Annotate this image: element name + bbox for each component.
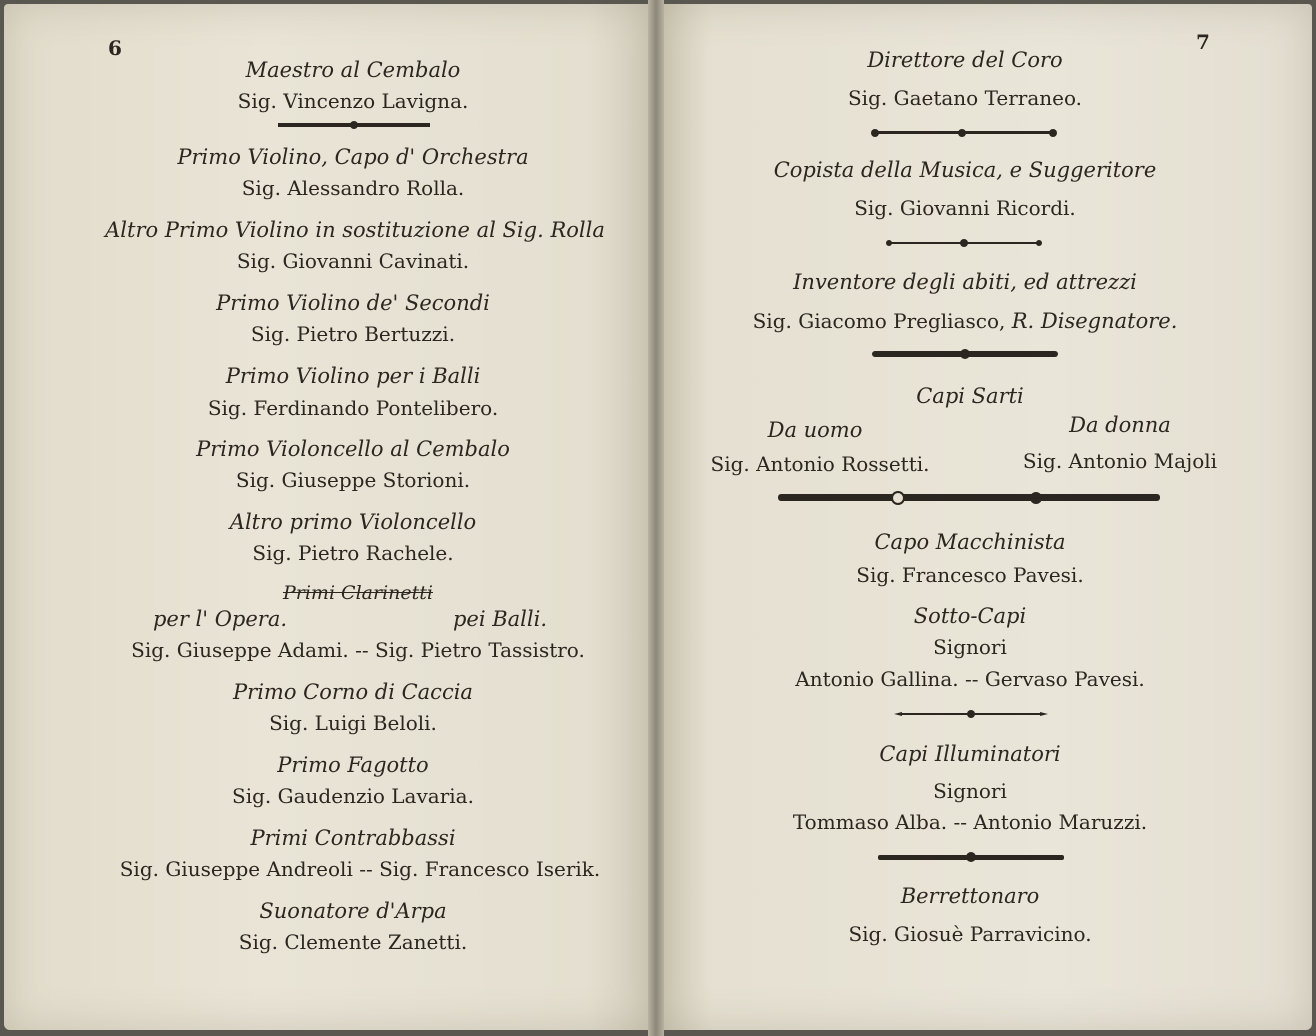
person-name: Sig. Pietro Rachele. — [252, 541, 454, 565]
ornamental-divider-icon — [894, 709, 1048, 719]
person-name: Sig. Alessandro Rolla. — [241, 176, 465, 200]
role-label: Primo Violino, Capo d' Orchestra — [177, 145, 529, 169]
role-label: Inventore degli abiti, ed attrezzi — [793, 270, 1137, 294]
ornamental-divider-icon — [872, 348, 1058, 360]
ornamental-divider-icon — [278, 120, 430, 130]
role-label: Altro primo Violoncello — [229, 510, 477, 534]
person-name: Sig. Gaudenzio Lavaria. — [232, 784, 474, 808]
role-label: Primo Fagotto — [277, 753, 429, 777]
role-label: Primo Corno di Caccia — [233, 680, 473, 704]
sub-label-left: Da uomo — [767, 418, 863, 442]
sub-label-left: per l' Opera. — [152, 607, 288, 631]
person-name: Sig. Luigi Beloli. — [269, 711, 437, 735]
person-name: Sig. Vincenzo Lavigna. — [237, 89, 469, 113]
sub-label-right: pei Balli. — [452, 607, 548, 631]
role-label: Maestro al Cembalo — [245, 58, 461, 82]
person-name: Sig. Giosuè Parravicino. — [848, 922, 1092, 946]
person-name: Sig. Giovanni Ricordi. — [854, 196, 1076, 220]
role-label: Primo Violino de' Secondi — [216, 291, 490, 315]
person-name-line — [720, 309, 1210, 333]
ornamental-divider-icon — [778, 490, 1160, 506]
page-number-left: 6 — [108, 36, 122, 60]
role-label: Direttore del Coro — [867, 48, 1063, 72]
role-label: Capi Illuminatori — [879, 742, 1061, 766]
person-name-right: Sig. Antonio Majoli — [1022, 449, 1218, 473]
ornamental-divider-icon — [870, 128, 1058, 138]
person-name: Sig. Giuseppe Adami. -- Sig. Pietro Tassistro. — [131, 638, 585, 662]
role-label: Altro Primo Violino in sostituzione al Sig. Rolla — [105, 218, 605, 242]
person-name: Sig. Giacomo Pregliasco, — [752, 309, 1006, 333]
page-number-right: 7 — [1196, 30, 1210, 54]
person-name: Sig. Ferdinando Pontelibero. — [207, 396, 499, 420]
role-label: Primi Clarinetti — [282, 582, 433, 604]
person-name: Tommaso Alba. -- Antonio Maruzzi. — [792, 810, 1148, 834]
ornamental-divider-icon — [878, 851, 1064, 863]
person-title: R. Disegnatore. — [1011, 309, 1178, 333]
role-label: Capi Sarti — [916, 384, 1024, 408]
role-label: Copista della Musica, e Suggeritore — [773, 158, 1157, 182]
person-name: Sig. Giuseppe Storioni. — [235, 468, 471, 492]
person-name: Sig. Giuseppe Andreoli -- Sig. Francesco Iserik. — [119, 857, 601, 881]
person-name-left: Sig. Antonio Rossetti. — [710, 452, 930, 476]
person-name: Sig. Giovanni Cavinati. — [236, 249, 470, 273]
role-label: Suonatore d'Arpa — [259, 899, 447, 923]
person-name: Sig. Clemente Zanetti. — [238, 930, 468, 954]
person-name: Sig. Pietro Bertuzzi. — [250, 322, 456, 346]
role-label: Primi Contrabbassi — [250, 826, 456, 850]
plural-label: Signori — [933, 635, 1007, 659]
role-label: Sotto-Capi — [913, 604, 1027, 628]
person-name: Sig. Gaetano Terraneo. — [847, 86, 1083, 110]
role-label: Primo Violino per i Balli — [225, 364, 481, 388]
sub-label-right: Da donna — [1069, 413, 1171, 437]
person-name: Antonio Gallina. -- Gervaso Pavesi. — [795, 667, 1145, 691]
role-label: Berrettonaro — [900, 884, 1040, 908]
plural-label: Signori — [933, 779, 1007, 803]
person-name: Sig. Francesco Pavesi. — [856, 563, 1084, 587]
role-label: Capo Macchinista — [874, 530, 1066, 554]
book-gutter — [648, 0, 664, 1036]
ornamental-divider-icon — [884, 238, 1044, 248]
role-label: Primo Violoncello al Cembalo — [196, 437, 510, 461]
